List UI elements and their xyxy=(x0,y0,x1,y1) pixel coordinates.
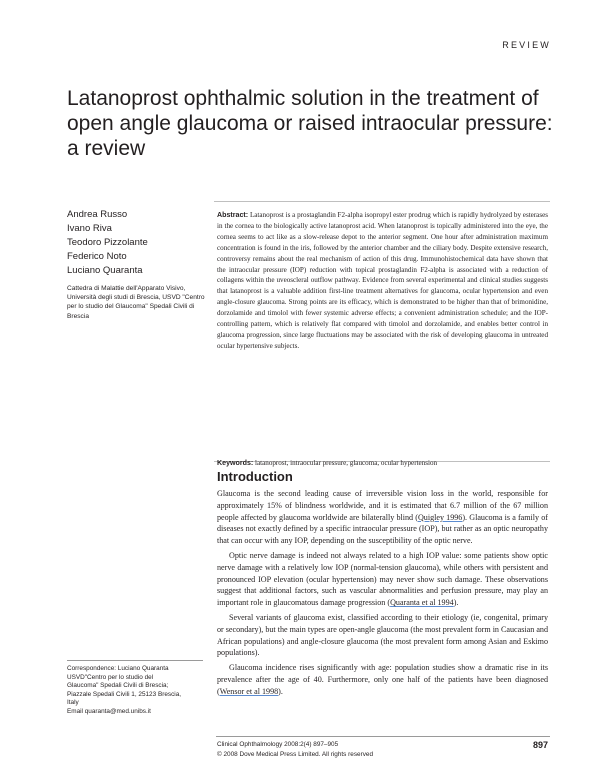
keywords xyxy=(217,458,548,469)
citation-link[interactable]: Quigley 1996 xyxy=(417,512,463,522)
journal-citation: Clinical Ophthalmology 2008:2(4) 897–905 xyxy=(217,741,339,748)
author: Ivano Riva xyxy=(67,223,112,234)
page-number: 897 xyxy=(532,740,548,750)
correspondence: Correspondence: Luciano Quaranta USVD"Centro per lo studio del Glaucoma" Spedali Civili di Brescia; Piazzale Spedali Civili 1, 25123 Brescia, Italy Email quaranta@med.unibs.it xyxy=(67,665,217,716)
author-list xyxy=(67,208,207,278)
keywords-label: Keywords: xyxy=(217,459,254,467)
email-link[interactable]: Email quaranta@med.unibs.it xyxy=(67,707,151,715)
citation-link[interactable]: Quaranta et al 1994 xyxy=(390,598,454,608)
paragraph: Optic nerve damage is indeed not always related to a high IOP value: some patients show optic nerve damage with a relatively low IOP (normal-tension glaucoma), while others with persistent and pronounced IOP elevation (ocular hypertension) may never show such damage. These observations suggest that additional factors, such as vascular abnormalities and perfusion pressure, may play an important role in glaucomatous damage progression (Quaranta et al 1994). xyxy=(217,550,548,608)
author: Luciano Quaranta xyxy=(67,265,143,276)
abstract-label: Abstract: xyxy=(217,211,249,219)
section-heading: Introduction xyxy=(217,469,293,484)
author: Andrea Russo xyxy=(67,209,128,220)
keywords-text: latanoprost, intraocular pressure, glaucoma, ocular hypertension xyxy=(255,459,438,467)
author: Federico Noto xyxy=(67,251,127,262)
article-title: Latanoprost ophthalmic solution in the treatment of open angle glaucoma or raised intraocular pressure: a review xyxy=(67,87,553,160)
copyright: © 2008 Dove Medical Press Limited. All rights reserved xyxy=(217,750,374,758)
body-text xyxy=(217,488,548,698)
paragraph: Glaucoma is the second leading cause of irreversible vision loss in the world, responsible for approximately 15% of blindness worldwide, and it is estimated that 6.7 million of the 67 million people affected by glaucoma worldwide are bilaterally blind (Quigley 1996). Glaucoma is a family of diseases not exactly defined by a specific intraocular pressure (IOP), but rather as an optic neuropathy that can occur with any IOP, depending on the susceptibility of the optic nerve. xyxy=(217,489,548,546)
paragraph: Glaucoma incidence rises significantly with age: population studies show a dramatic rise in its prevalence after the age of 40. Furthermore, only one half of the patients have been diagnosed (Wensor et al 1998). xyxy=(217,663,548,696)
citation-link[interactable]: Wensor et al 1998 xyxy=(219,686,279,696)
section-label: REVIEW xyxy=(502,40,551,50)
abstract-text: Latanoprost is a prostaglandin F2-alpha isopropyl ester prodrug which is rapidly hydrolyzed by esterases in the cornea to the biologically active latanoprost acid. When latanoprost is topically administered into the eye, the cornea seems to act like as a slow-release depot to the anterior segment. One hour after administration maximum concentration is found in the iris, followed by the anterior chamber and the ciliary body. Despite extensive research, controversy remains about the real mechanism of action of this drug. Immunohistochemical data have shown that the intraocular pressure (IOP) reduction with topical prostaglandin F2-alpha is associated with a reduction of collagens within the uveoscleral outflow pathway. Evidence from several experimental and clinical studies suggests that latanoprost is a valuable addition first-line treatment alternatives for glaucoma, ocular hypertension and even angle-closure glaucoma. Strong points are its efficacy, which is demonstrated to be higher than that of brimonidine, dorzolamide and timolol with fewer systemic adverse effects; a convenient administration schedule; and the IOP-controlling pattern, which is relatively flat compared with timolol and dorzolamide, and enables better control in glaucoma progression, since large fluctuations may be associated with the risk of developing glaucoma in untreated ocular hypertensive subjects. xyxy=(217,211,549,350)
divider xyxy=(67,660,203,661)
paragraph: Several variants of glaucoma exist, classified according to their etiology (ie, congenital, primary or secondary), but the main types are open-angle glaucoma (the most prevalent form in Caucasian and African populations) and angle-closure glaucoma (the most prevalent form among Asian and Eskimo populations). xyxy=(217,612,548,658)
footer xyxy=(217,740,477,759)
divider xyxy=(216,736,550,737)
abstract xyxy=(217,210,548,352)
author: Teodoro Pizzolante xyxy=(67,237,148,248)
affiliation: Cattedra di Malattie dell'Apparato Visivo, Università degli studi di Brescia, USVD "Centro per lo studio del Glaucoma" Spedali Civili di Brescia xyxy=(67,285,205,320)
